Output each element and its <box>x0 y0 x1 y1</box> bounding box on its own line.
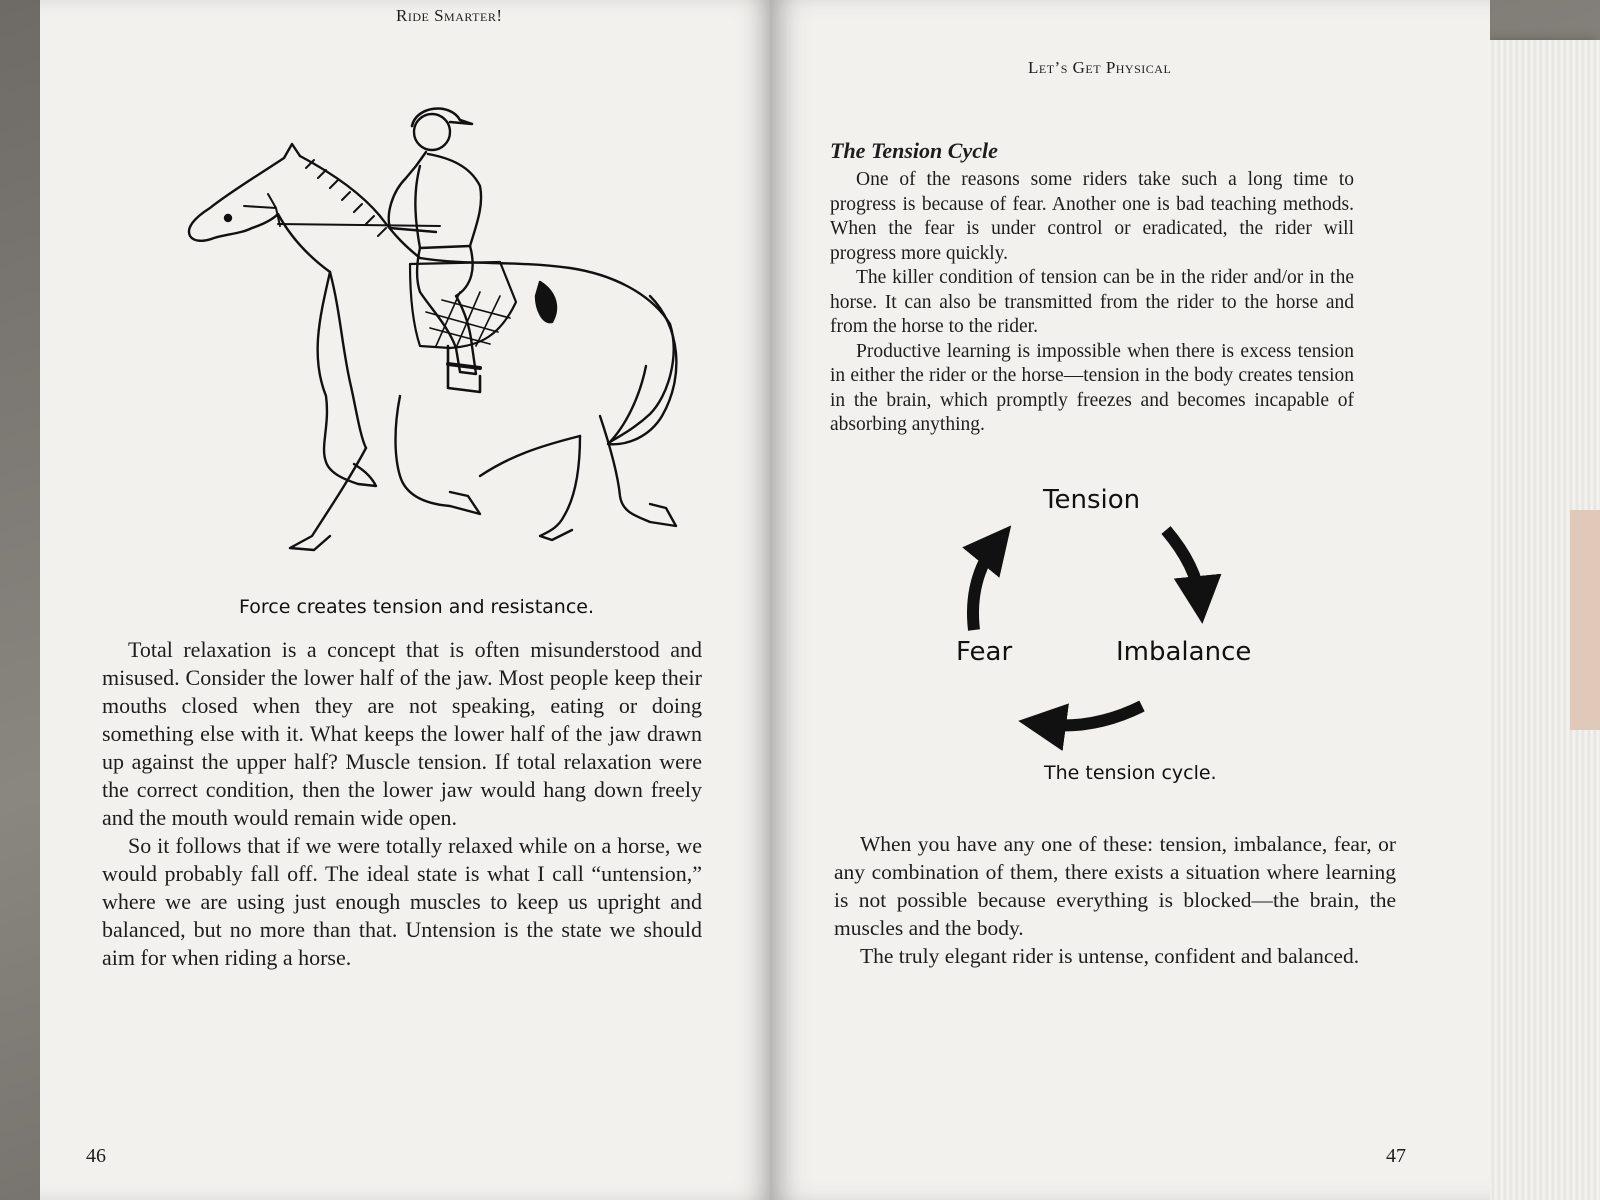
horse-figure-caption: Force creates tension and resistance. <box>239 596 595 618</box>
left-paragraph-2: So it follows that if we were totally relaxed while on a horse, we would probably fall off. The ideal state is what I call “untension,” where we are using just enough muscles to keep us upright and balanced, but no more than that. Untension is the state we should aim for when riding a horse. <box>102 833 702 970</box>
left-body-text <box>102 636 702 972</box>
cycle-figure-caption: The tension cycle. <box>1044 762 1217 784</box>
arrow-imbalance-to-fear <box>1042 706 1142 725</box>
right-closing-paragraph-1: When you have any one of these: tension, imbalance, fear, or any combination of them, there exists a situation where learning is not possible because everything is blocked—the brain, the muscles and the body. <box>834 832 1396 940</box>
section-heading: The Tension Cycle <box>830 138 998 163</box>
page-number-left: 46 <box>86 1145 106 1167</box>
horse-rider-illustration <box>180 96 680 566</box>
page-number-right: 47 <box>1386 1145 1406 1167</box>
right-intro-paragraph-3: Productive learning is impossible when there is excess tension in either the rider or the horse—tension in the body creates tension in the brain, which promptly freezes and becomes incapable of absorbing anything. <box>830 340 1354 435</box>
right-intro-paragraph-2: The killer condition of tension can be in the rider and/or in the horse. It can also be transmitted from the rider to the horse and from the horse to the rider. <box>830 267 1354 337</box>
cycle-node-tension: Tension <box>1043 485 1141 515</box>
book-cover-edge <box>1570 510 1600 730</box>
right-closing-text <box>834 830 1396 970</box>
right-closing-paragraph-2: The truly elegant rider is untense, confident and balanced. <box>860 944 1360 968</box>
arrow-fear-to-tension <box>973 544 996 630</box>
cycle-node-imbalance: Imbalance <box>1116 637 1252 667</box>
running-head-left: Ride Smarter! <box>396 6 503 25</box>
cycle-node-fear: Fear <box>956 637 1013 667</box>
right-page <box>770 0 1490 1200</box>
running-head-right: Let’s Get Physical <box>1028 58 1172 77</box>
arrow-tension-to-imbalance <box>1166 530 1200 600</box>
left-page <box>40 0 770 1200</box>
right-intro-paragraph-1: One of the reasons some riders take such a long time to progress is because of fear. Another one is bad teaching methods. When the fear is under control or eradicated, the rider will progress more quickly. <box>830 169 1354 264</box>
tension-cycle-diagram <box>770 0 1490 1200</box>
left-paragraph-1: Total relaxation is a concept that is often misunderstood and misused. Consider the lower half of the jaw. Most people keep their mouths closed when they are not speaking, eating or doing something else with it. What keeps the lower half of the jaw drawn up against the upper half? Muscle tension. If total relaxation were the correct condition, then the lower jaw would hang down freely and the mouth would remain wide open. <box>102 637 702 830</box>
